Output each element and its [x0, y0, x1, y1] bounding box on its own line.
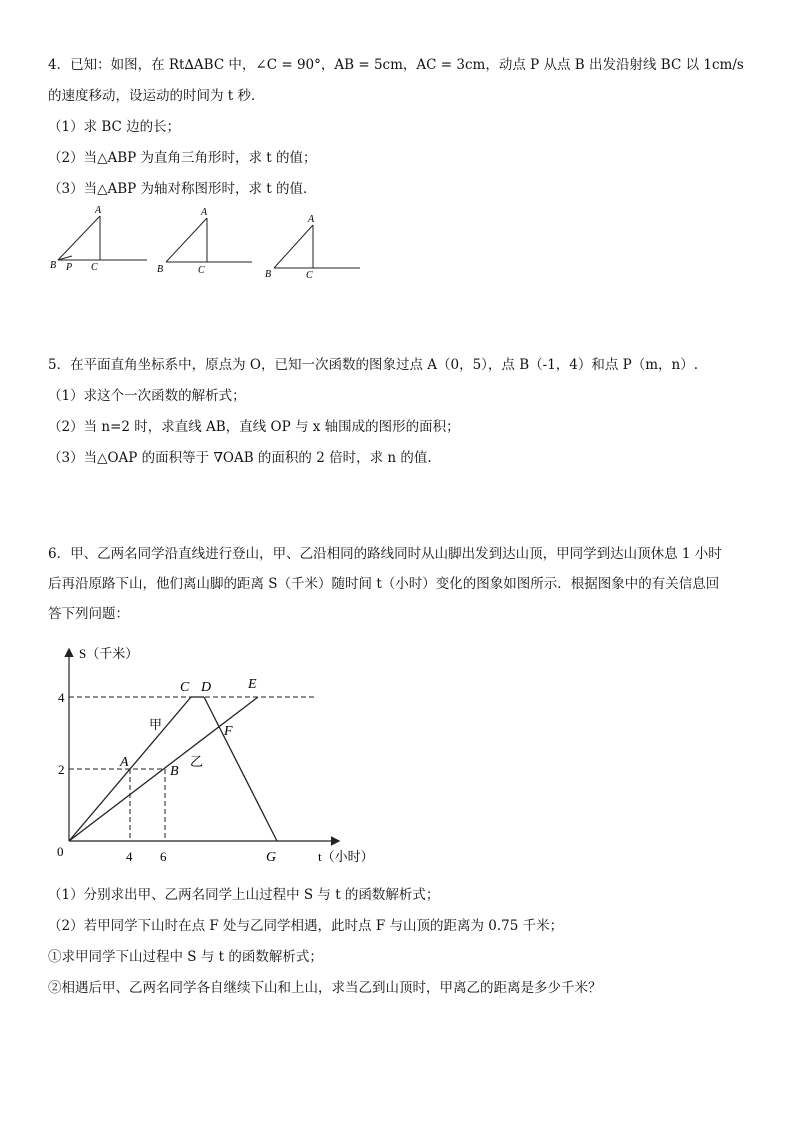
q4-fig2-label-A: A	[201, 207, 208, 218]
q4-part2: （2）当△ABP 为直角三角形时，求 t 的值；	[48, 150, 317, 166]
q6-part1: （1）分别求出甲、乙两名同学上山过程中 S 与 t 的函数解析式；	[48, 887, 440, 903]
q6-part2b: ②相遇后甲、乙两名同学各自继续下山和上山，求当乙到山顶时，甲离乙的距离是多少千米？	[48, 980, 602, 996]
q6-xtick-4: 4	[126, 849, 133, 864]
q4-figures	[0, 200, 400, 290]
q4-fig1-label-A: A	[95, 205, 102, 216]
q4-part3: （3）当△ABP 为轴对称图形时，求 t 的值．	[48, 181, 317, 197]
q6-stem-line2: 后再沿原路下山，他们离山脚的距离 S（千米）随时间 t（小时）变化的图象如图所示．根据图象中的有关信息回	[48, 576, 720, 592]
q6-label-yi: 乙	[190, 754, 204, 769]
q6-origin-label: 0	[57, 844, 64, 859]
q4-fig1-label-C: C	[91, 262, 98, 273]
q6-point-A: A	[120, 755, 129, 770]
q5-part2: （2）当 n=2 时，求直线 AB，直线 OP 与 x 轴围成的图形的面积；	[48, 419, 460, 435]
q6-point-D: D	[201, 680, 212, 695]
q6-label-jia: 甲	[149, 717, 163, 732]
q6-y-axis-label: S（千米）	[79, 646, 139, 661]
q6-x-axis-label: t（小时）	[318, 849, 374, 864]
q5-part1: （1）求这个一次函数的解析式；	[48, 388, 246, 404]
q4-fig1-label-B: B	[50, 260, 57, 271]
q4-figure-2	[166, 218, 252, 262]
q6-line-jia-down	[204, 697, 277, 841]
q4-figure-1	[58, 216, 147, 260]
q6-ytick-2: 2	[58, 762, 65, 777]
q6-point-C: C	[180, 680, 190, 695]
q6-graph	[0, 640, 420, 875]
q5-part3: （3）当△OAP 的面积等于 ∇OAB 的面积的 2 倍时，求 n 的值.	[48, 450, 432, 466]
q4-figure-3	[274, 225, 360, 268]
q5-stem: 5．在平面直角坐标系中，原点为 O，已知一次函数的图象过点 A（0，5），点 B（-1，4）和点 P（m，n）.	[48, 357, 699, 373]
q4-fig3-label-B: B	[265, 269, 272, 280]
q4-fig2-label-B: B	[157, 264, 164, 275]
q6-part2: （2）若甲同学下山时在点 F 处与乙同学相遇，此时点 F 与山顶的距离为 0.75 千米；	[48, 918, 564, 934]
q4-fig3-label-A: A	[308, 214, 315, 225]
q6-point-E: E	[248, 677, 257, 692]
q6-point-G: G	[266, 850, 277, 865]
q6-point-F: F	[224, 724, 233, 739]
q4-fig2-label-C: C	[198, 265, 205, 276]
q6-part2a: ①求甲同学下山过程中 S 与 t 的函数解析式；	[48, 949, 323, 965]
q6-stem-line3: 答下列问题：	[48, 606, 129, 622]
q6-point-B: B	[170, 764, 179, 779]
q6-ytick-4: 4	[58, 690, 65, 705]
q4-fig3-label-C: C	[306, 270, 313, 281]
q4-part1: （1）求 BC 边的长；	[48, 119, 181, 135]
q6-stem-line1: 6．甲、乙两名同学沿直线进行登山，甲、乙沿相同的路线同时从山脚出发到达山顶，甲同学到达山顶休息 1 小时	[48, 546, 722, 562]
q4-stem-line2: 的速度移动，设运动的时间为 t 秒．	[48, 88, 265, 104]
q4-stem-line1: 4．已知：如图，在 Rt∆ABC 中，∠C = 90°，AB = 5cm，AC = 3cm，动点 P 从点 B 出发沿射线 BC 以 1cm/s	[48, 57, 744, 73]
q4-fig1-label-P: P	[66, 262, 73, 273]
q6-xtick-6: 6	[160, 849, 167, 864]
